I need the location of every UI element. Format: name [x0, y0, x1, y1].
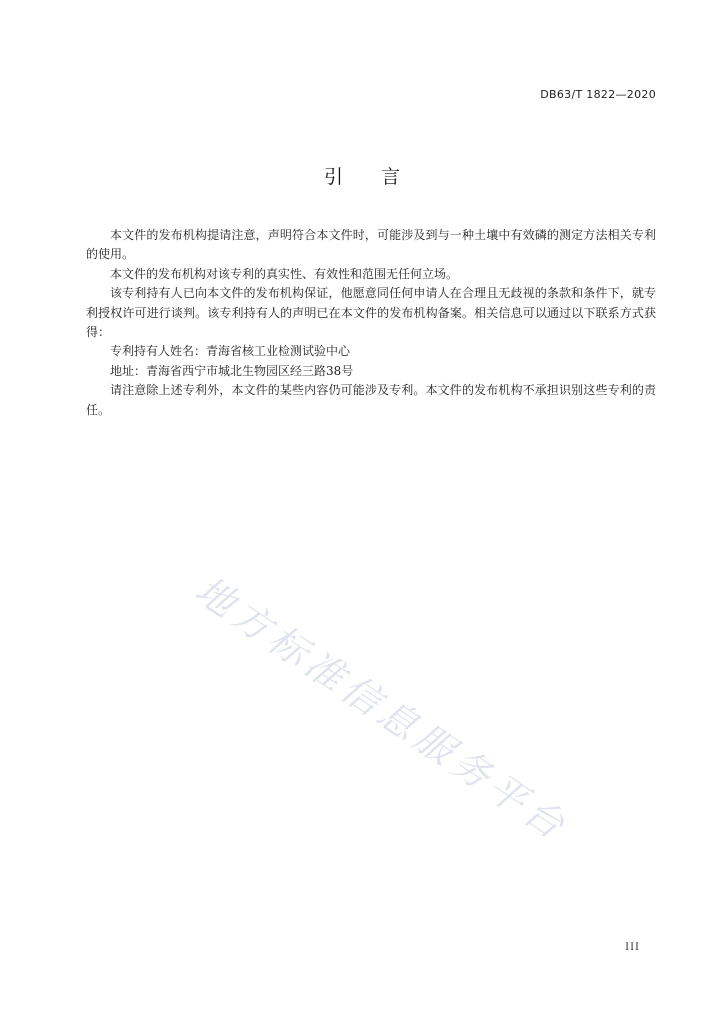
document-body	[86, 226, 656, 420]
paragraph-patent-notice: 本文件的发布机构提请注意，声明符合本文件时，可能涉及到与一种土壤中有效磷的测定方法相关专利的使用。	[86, 228, 656, 262]
paragraph-holder-name: 专利持有人姓名：青海省核工业检测试验中心	[110, 344, 351, 359]
standard-code: DB63/T 1822—2020	[540, 88, 656, 101]
page-number: III	[625, 942, 640, 953]
paragraph-no-position: 本文件的发布机构对该专利的真实性、有效性和范围无任何立场。	[110, 266, 459, 281]
paragraph-holder-address: 地址：青海省西宁市城北生物园区经三路38号	[110, 363, 354, 378]
paragraph-disclaimer: 请注意除上述专利外，本文件的某些内容仍可能涉及专利。本文件的发布机构不承担识别这些专利的责任。	[86, 383, 656, 417]
paragraph-holder-assurance: 该专利持有人已向本文件的发布机构保证，他愿意同任何申请人在合理且无歧视的条款和条件下，就专利授权许可进行谈判。该专利持有人的声明已在本文件的发布机构备案。相关信息可以通过以下联系方式获得：	[86, 286, 656, 340]
watermark: 地方标准信息服务平台	[187, 567, 577, 851]
page-title: 引言	[323, 166, 438, 188]
